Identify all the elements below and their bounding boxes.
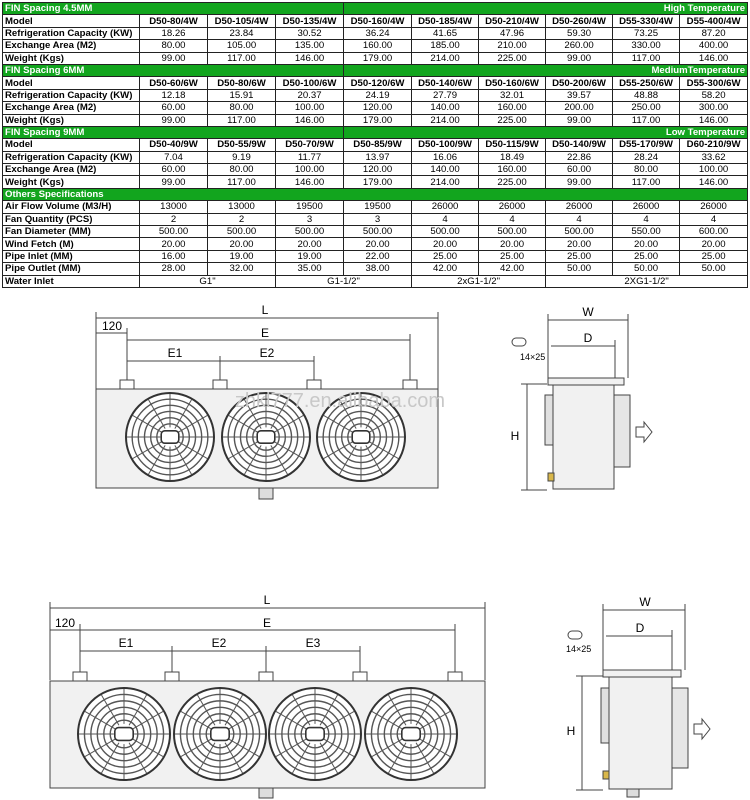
- table-cell: 50.00: [613, 263, 680, 275]
- table-row: [3, 52, 748, 64]
- table-cell: 160.00: [479, 102, 546, 114]
- table-cell: 500.00: [140, 226, 208, 238]
- table-cell: 25.00: [479, 250, 546, 262]
- dim-label-L: L: [261, 303, 269, 317]
- row-label: Exchange Area (M2): [3, 164, 140, 176]
- row-label: Weight (Kgs): [3, 114, 140, 126]
- table-cell: 26000: [546, 201, 613, 213]
- row-label: Water Inlet: [3, 275, 140, 287]
- slot-icon-2: [568, 631, 582, 639]
- table-cell: 33.62: [680, 151, 748, 163]
- drawing-3-fan-unit: [0, 300, 750, 515]
- table-cell: D50-105/4W: [208, 15, 276, 27]
- table-cell: 48.88: [613, 89, 680, 101]
- table-cell: 2: [140, 213, 208, 225]
- table-cell: 16.06: [412, 151, 479, 163]
- table-cell: 330.00: [613, 40, 680, 52]
- dim-label-D-2: D: [635, 621, 645, 635]
- table-cell: 18.26: [140, 27, 208, 39]
- table-cell: 19500: [276, 201, 344, 213]
- row-label: Wind Fetch (M): [3, 238, 140, 250]
- table-cell: 20.37: [276, 89, 344, 101]
- table-cell: D60-210/9W: [680, 139, 748, 151]
- side-top-plate: [548, 378, 624, 385]
- table-cell: 19500: [344, 201, 412, 213]
- dimension-lines-2: [50, 602, 485, 680]
- table-cell: D50-80/4W: [140, 15, 208, 27]
- table-row: [3, 164, 748, 176]
- table-cell: D50-210/4W: [479, 15, 546, 27]
- row-label: Weight (Kgs): [3, 52, 140, 64]
- table-cell: 50.00: [680, 263, 748, 275]
- table-cell: D50-100/9W: [412, 139, 479, 151]
- side-fan-guard: [614, 395, 630, 467]
- model-row: [3, 15, 748, 27]
- table-cell: G1": [140, 275, 276, 287]
- dim-label-E2-2: E2: [211, 636, 227, 650]
- row-label: Weight (Kgs): [3, 176, 140, 188]
- table-cell: 80.00: [208, 102, 276, 114]
- table-cell: D50-160/6W: [479, 77, 546, 89]
- mounting-brackets: [120, 380, 417, 389]
- row-label: Air Flow Volume (M3/H): [3, 201, 140, 213]
- table-row: [3, 213, 748, 225]
- dim-label-E2: E2: [259, 346, 275, 360]
- table-cell: 19.00: [276, 250, 344, 262]
- table-row: [3, 263, 748, 275]
- table-cell: D50-140/6W: [412, 77, 479, 89]
- table-cell: G1-1/2": [276, 275, 412, 287]
- row-label: Exchange Area (M2): [3, 102, 140, 114]
- table-row: [3, 40, 748, 52]
- table-cell: 140.00: [412, 164, 479, 176]
- table-cell: 26000: [479, 201, 546, 213]
- table-cell: 260.00: [546, 40, 613, 52]
- dim-label-120-2: 120: [54, 616, 76, 630]
- row-label: Pipe Inlet (MM): [3, 250, 140, 262]
- table-cell: 200.00: [546, 102, 613, 114]
- table-row: [3, 89, 748, 101]
- table-cell: 23.84: [208, 27, 276, 39]
- table-row: [3, 250, 748, 262]
- table-cell: 32.01: [479, 89, 546, 101]
- table-cell: 27.79: [412, 89, 479, 101]
- table-cell: 36.24: [344, 27, 412, 39]
- table-cell: 214.00: [412, 176, 479, 188]
- table-cell: 117.00: [208, 114, 276, 126]
- dim-label-H: H: [510, 429, 520, 443]
- dim-label-H-2: H: [566, 724, 576, 738]
- side-pipe: [545, 395, 553, 445]
- table-cell: 4: [412, 213, 479, 225]
- table-cell: 500.00: [412, 226, 479, 238]
- table-cell: 73.25: [613, 27, 680, 39]
- table-row: [3, 114, 748, 126]
- drain-pipe-2: [259, 788, 273, 798]
- table-cell: 19.00: [208, 250, 276, 262]
- table-cell: 20.00: [412, 238, 479, 250]
- table-cell: 100.00: [276, 164, 344, 176]
- table-cell: D55-330/4W: [613, 15, 680, 27]
- side-inlet-2: [603, 771, 609, 779]
- mounting-brackets-2: [73, 672, 462, 681]
- table-cell: 117.00: [613, 114, 680, 126]
- table-cell: 20.00: [680, 238, 748, 250]
- table-cell: 250.00: [613, 102, 680, 114]
- table-cell: 2xG1-1/2": [412, 275, 546, 287]
- table-cell: 59.30: [546, 27, 613, 39]
- table-cell: 20.00: [344, 238, 412, 250]
- model-row: [3, 77, 748, 89]
- table-cell: 99.00: [546, 114, 613, 126]
- fan-icon: [126, 393, 214, 481]
- table-cell: 210.00: [479, 40, 546, 52]
- table-cell: 105.00: [208, 40, 276, 52]
- dim-label-120: 120: [101, 319, 123, 333]
- table-cell: 550.00: [613, 226, 680, 238]
- table-cell: 2: [208, 213, 276, 225]
- table-cell: 60.00: [140, 164, 208, 176]
- table-cell: 225.00: [479, 52, 546, 64]
- table-cell: 18.49: [479, 151, 546, 163]
- drawing-4-fan-unit: [0, 590, 750, 800]
- table-cell: 24.19: [344, 89, 412, 101]
- table-cell: D50-55/9W: [208, 139, 276, 151]
- table-cell: 12.18: [140, 89, 208, 101]
- row-label: Model: [3, 77, 140, 89]
- drain-pipe: [259, 488, 273, 499]
- table-cell: 4: [479, 213, 546, 225]
- table-cell: 20.00: [479, 238, 546, 250]
- table-cell: D50-115/9W: [479, 139, 546, 151]
- table-cell: 25.00: [412, 250, 479, 262]
- table-cell: D50-260/4W: [546, 15, 613, 27]
- table-cell: D50-100/6W: [276, 77, 344, 89]
- table-cell: D55-250/6W: [613, 77, 680, 89]
- table-row: [3, 201, 748, 213]
- section-title: FIN Spacing 6MM: [3, 64, 344, 76]
- table-cell: 38.00: [344, 263, 412, 275]
- table-cell: 13000: [208, 201, 276, 213]
- table-cell: 87.20: [680, 27, 748, 39]
- table-cell: 80.00: [140, 40, 208, 52]
- dim-label-E1-2: E1: [118, 636, 134, 650]
- table-cell: 32.00: [208, 263, 276, 275]
- table-cell: 80.00: [613, 164, 680, 176]
- table-row: [3, 176, 748, 188]
- table-cell: 600.00: [680, 226, 748, 238]
- row-label: Pipe Outlet (MM): [3, 263, 140, 275]
- table-cell: 9.19: [208, 151, 276, 163]
- table-cell: 58.20: [680, 89, 748, 101]
- table-cell: 20.00: [276, 238, 344, 250]
- table-cell: 20.00: [546, 238, 613, 250]
- fan-icon: [365, 688, 457, 780]
- dim-label-L-2: L: [263, 593, 271, 607]
- section-title: Others Specifications: [3, 188, 748, 200]
- section-title: FIN Spacing 4.5MM: [3, 3, 344, 15]
- side-pipe-2: [601, 688, 609, 743]
- section-header: [3, 188, 748, 200]
- table-cell: D50-40/9W: [140, 139, 208, 151]
- table-cell: 60.00: [546, 164, 613, 176]
- specification-table: [2, 2, 748, 288]
- row-label: Model: [3, 15, 140, 27]
- table-cell: 179.00: [344, 176, 412, 188]
- table-cell: D55-300/6W: [680, 77, 748, 89]
- table-cell: 25.00: [546, 250, 613, 262]
- row-label: Fan Diameter (MM): [3, 226, 140, 238]
- table-cell: 146.00: [680, 52, 748, 64]
- side-foot-2: [627, 789, 639, 797]
- table-cell: 4: [613, 213, 680, 225]
- table-cell: 30.52: [276, 27, 344, 39]
- table-cell: D50-80/6W: [208, 77, 276, 89]
- table-cell: 16.00: [140, 250, 208, 262]
- table-cell: 25.00: [680, 250, 748, 262]
- slot-icon: [512, 338, 526, 346]
- airflow-arrow-icon: [636, 422, 652, 442]
- table-cell: 20.00: [208, 238, 276, 250]
- slot-size-label-2: 14×25: [566, 644, 592, 654]
- row-label: Model: [3, 139, 140, 151]
- table-cell: 120.00: [344, 102, 412, 114]
- fan-icon: [269, 688, 361, 780]
- table-cell: 185.00: [412, 40, 479, 52]
- row-label: Exchange Area (M2): [3, 40, 140, 52]
- water-inlet-row: [3, 275, 748, 287]
- side-inlet: [548, 473, 554, 481]
- table-cell: D50-60/6W: [140, 77, 208, 89]
- table-cell: 4: [680, 213, 748, 225]
- table-cell: 4: [546, 213, 613, 225]
- table-cell: 28.00: [140, 263, 208, 275]
- table-cell: 15.91: [208, 89, 276, 101]
- table-cell: 99.00: [140, 52, 208, 64]
- table-cell: 3: [276, 213, 344, 225]
- table-cell: D50-135/4W: [276, 15, 344, 27]
- table-cell: 7.04: [140, 151, 208, 163]
- table-cell: 117.00: [613, 176, 680, 188]
- row-label: Refrigeration Capacity (KW): [3, 89, 140, 101]
- slot-size-label: 14×25: [520, 352, 546, 362]
- table-cell: 117.00: [208, 176, 276, 188]
- table-cell: 25.00: [613, 250, 680, 262]
- fan-icon: [78, 688, 170, 780]
- table-cell: 500.00: [276, 226, 344, 238]
- table-cell: 500.00: [546, 226, 613, 238]
- table-cell: 160.00: [479, 164, 546, 176]
- section-header: [3, 126, 748, 138]
- table-cell: D50-185/4W: [412, 15, 479, 27]
- table-cell: D50-160/4W: [344, 15, 412, 27]
- table-cell: 146.00: [680, 176, 748, 188]
- table-cell: 99.00: [140, 114, 208, 126]
- table-cell: 20.00: [140, 238, 208, 250]
- table-cell: 35.00: [276, 263, 344, 275]
- table-cell: 214.00: [412, 114, 479, 126]
- table-cell: 99.00: [140, 176, 208, 188]
- table-cell: 42.00: [479, 263, 546, 275]
- watermark: zhkl777.en.alibaba.com: [234, 390, 446, 412]
- dim-label-W-2: W: [639, 595, 651, 609]
- dim-label-E-2: E: [262, 616, 272, 630]
- side-body: [553, 385, 614, 489]
- table-row: [3, 226, 748, 238]
- table-cell: 146.00: [276, 176, 344, 188]
- table-cell: 160.00: [344, 40, 412, 52]
- table-cell: 13000: [140, 201, 208, 213]
- temperature-label: Low Temperature: [344, 126, 748, 138]
- row-label: Fan Quantity (PCS): [3, 213, 140, 225]
- table-cell: 20.00: [613, 238, 680, 250]
- table-cell: 47.96: [479, 27, 546, 39]
- table-cell: 13.97: [344, 151, 412, 163]
- table-row: [3, 151, 748, 163]
- dim-label-E1: E1: [167, 346, 183, 360]
- table-cell: 99.00: [546, 176, 613, 188]
- table-cell: 11.77: [276, 151, 344, 163]
- table-cell: 146.00: [276, 52, 344, 64]
- dim-label-W: W: [582, 305, 594, 319]
- table-row: [3, 27, 748, 39]
- table-cell: 120.00: [344, 164, 412, 176]
- section-header: [3, 64, 748, 76]
- table-cell: 42.00: [412, 263, 479, 275]
- table-row: [3, 102, 748, 114]
- table-cell: 225.00: [479, 114, 546, 126]
- dim-label-D: D: [583, 331, 593, 345]
- table-cell: 60.00: [140, 102, 208, 114]
- table-cell: 80.00: [208, 164, 276, 176]
- side-fan-guard-2: [672, 688, 688, 768]
- fan-icon: [174, 688, 266, 780]
- table-cell: D50-200/6W: [546, 77, 613, 89]
- table-cell: 214.00: [412, 52, 479, 64]
- table-row: [3, 238, 748, 250]
- side-top-plate-2: [603, 670, 681, 677]
- table-cell: 179.00: [344, 114, 412, 126]
- table-cell: 117.00: [208, 52, 276, 64]
- table-cell: 100.00: [276, 102, 344, 114]
- table-cell: 100.00: [680, 164, 748, 176]
- table-cell: D50-70/9W: [276, 139, 344, 151]
- table-cell: 140.00: [412, 102, 479, 114]
- section-title: FIN Spacing 9MM: [3, 126, 344, 138]
- table-cell: D50-120/6W: [344, 77, 412, 89]
- table-cell: 41.65: [412, 27, 479, 39]
- table-cell: 39.57: [546, 89, 613, 101]
- table-cell: 22.86: [546, 151, 613, 163]
- side-body-2: [609, 677, 672, 789]
- airflow-arrow-icon-2: [694, 719, 710, 739]
- table-cell: D50-140/9W: [546, 139, 613, 151]
- table-cell: 135.00: [276, 40, 344, 52]
- table-cell: D50-85/9W: [344, 139, 412, 151]
- table-cell: 26000: [412, 201, 479, 213]
- table-cell: 117.00: [613, 52, 680, 64]
- table-cell: 500.00: [479, 226, 546, 238]
- table-cell: 50.00: [546, 263, 613, 275]
- temperature-label: MediumTemperature: [344, 64, 748, 76]
- table-cell: 146.00: [680, 114, 748, 126]
- table-cell: 26000: [613, 201, 680, 213]
- table-cell: 26000: [680, 201, 748, 213]
- table-cell: 2XG1-1/2": [546, 275, 748, 287]
- table-cell: 400.00: [680, 40, 748, 52]
- table-cell: 300.00: [680, 102, 748, 114]
- temperature-label: High Temperature: [344, 3, 748, 15]
- table-cell: 500.00: [344, 226, 412, 238]
- model-row: [3, 139, 748, 151]
- row-label: Refrigeration Capacity (KW): [3, 151, 140, 163]
- table-cell: D55-170/9W: [613, 139, 680, 151]
- table-cell: 179.00: [344, 52, 412, 64]
- table-cell: 146.00: [276, 114, 344, 126]
- dim-label-E3-2: E3: [305, 636, 321, 650]
- section-header: [3, 3, 748, 15]
- table-cell: 99.00: [546, 52, 613, 64]
- row-label: Refrigeration Capacity (KW): [3, 27, 140, 39]
- table-cell: 22.00: [344, 250, 412, 262]
- table-cell: 225.00: [479, 176, 546, 188]
- table-cell: 28.24: [613, 151, 680, 163]
- dim-label-E: E: [260, 326, 270, 340]
- table-cell: D55-400/4W: [680, 15, 748, 27]
- table-cell: 3: [344, 213, 412, 225]
- table-cell: 500.00: [208, 226, 276, 238]
